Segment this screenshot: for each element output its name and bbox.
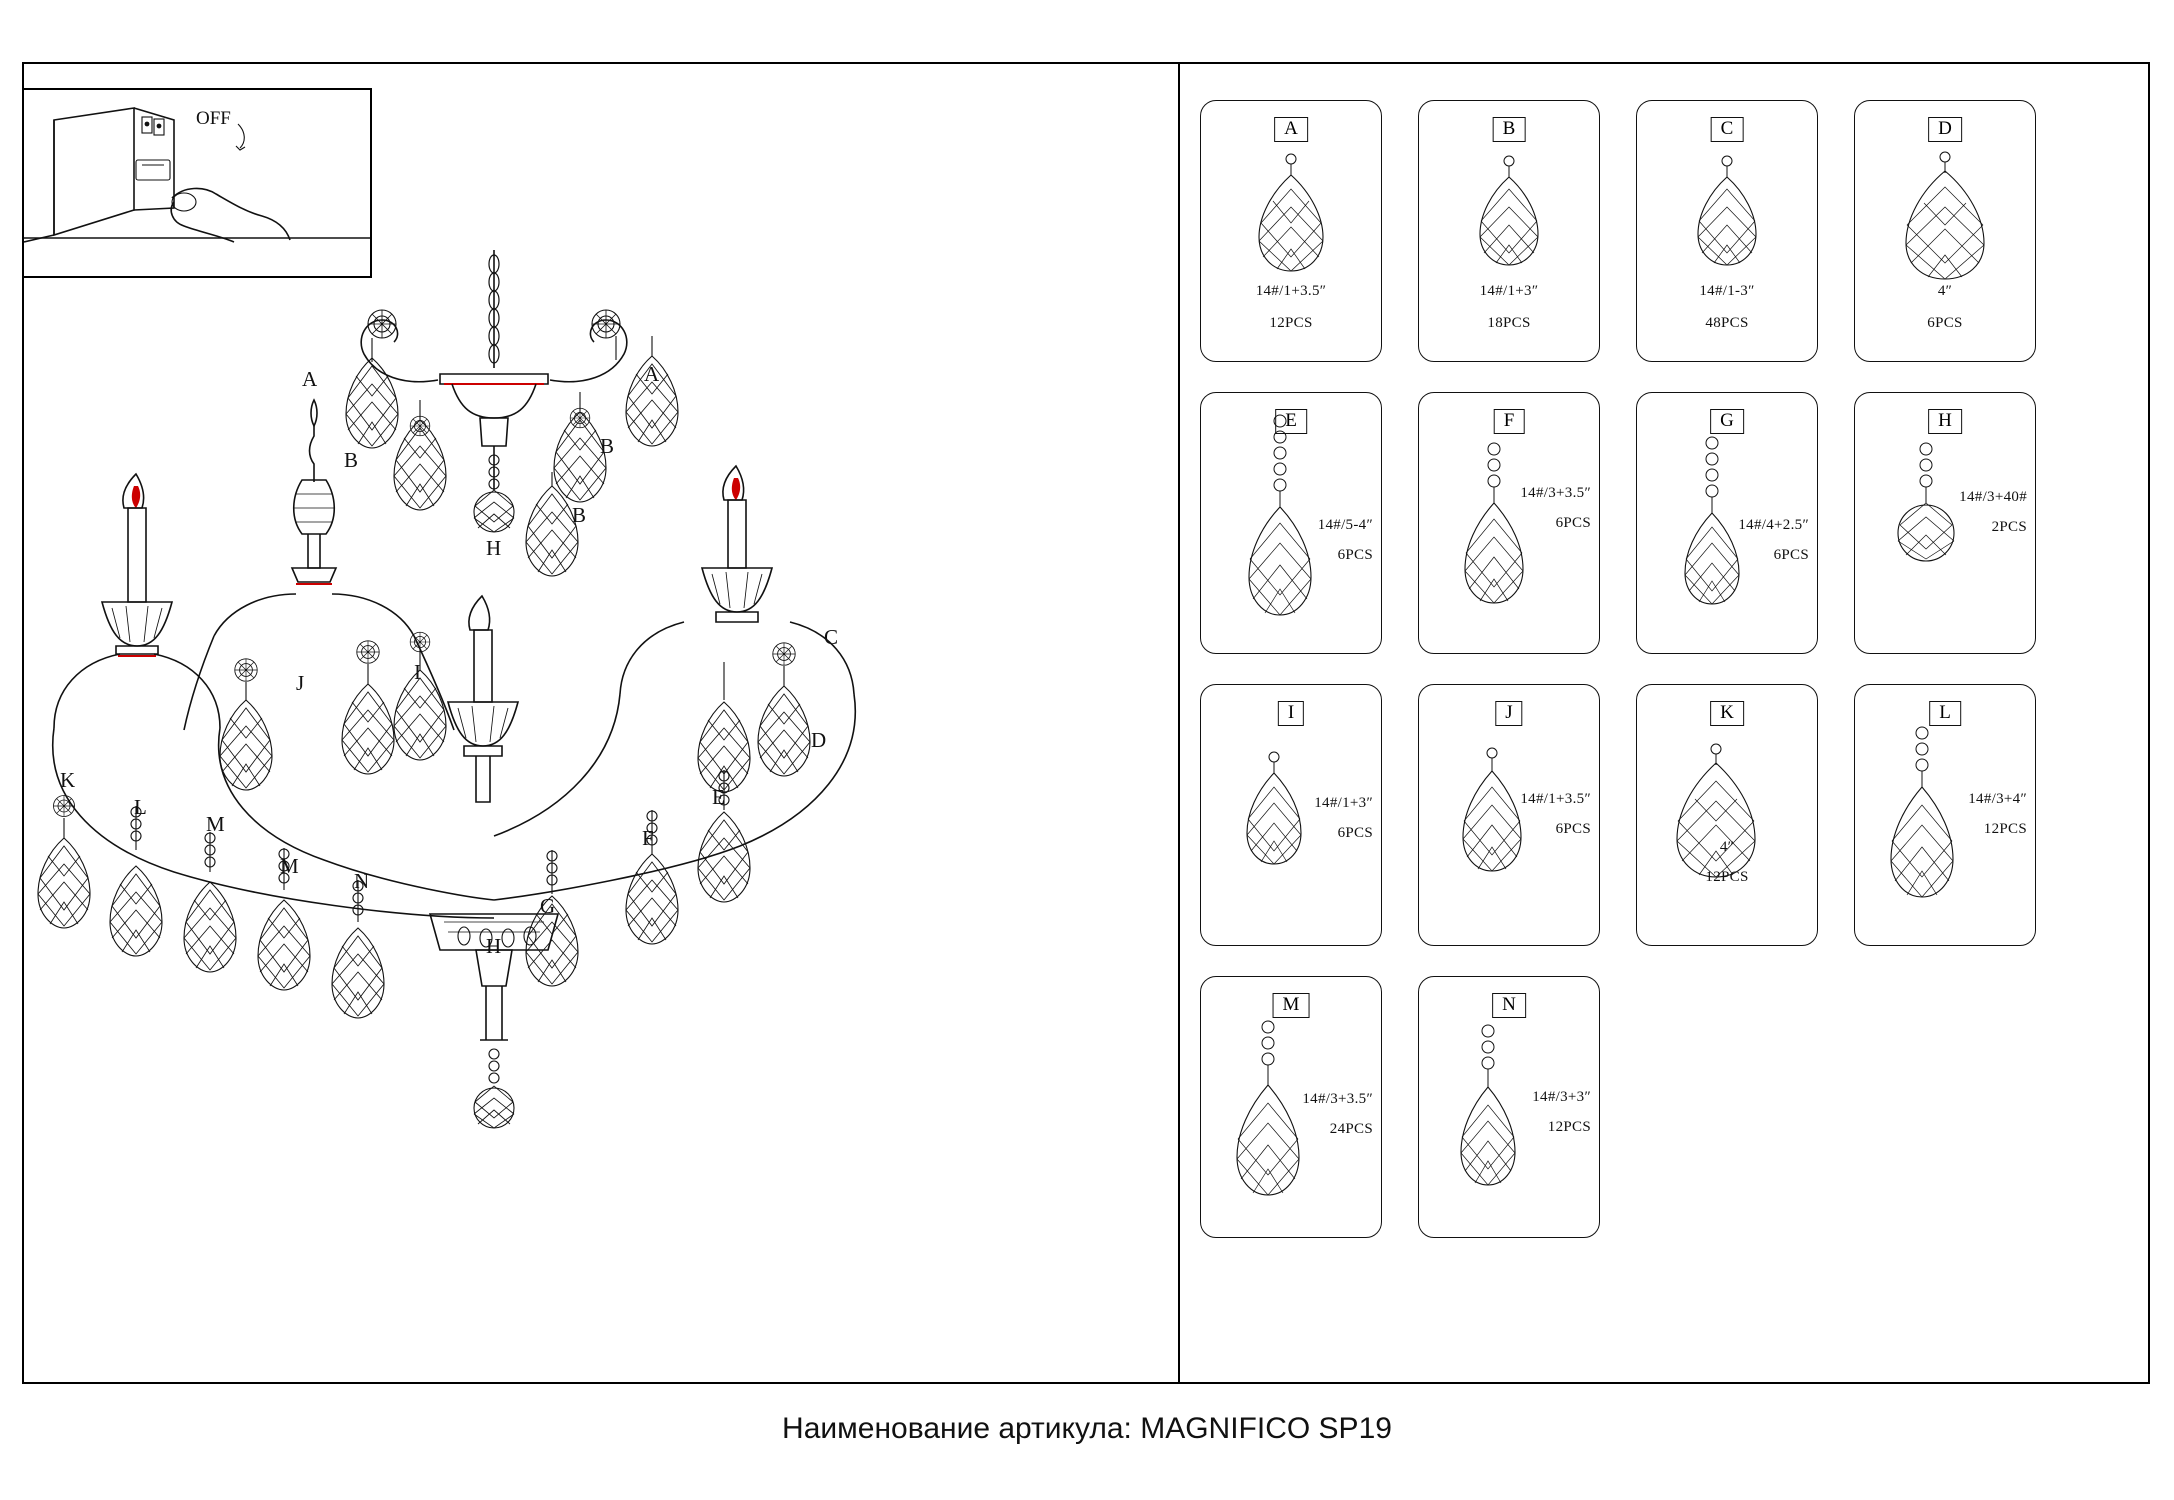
part-card-h[interactable] — [1854, 392, 2036, 654]
part-tag: E — [1275, 409, 1307, 434]
part-card-c[interactable] — [1636, 100, 1818, 362]
chandelier-label: L — [134, 795, 147, 819]
crystal-drop-icon — [1447, 741, 1537, 907]
part-qty: 2PCS — [1991, 519, 2027, 535]
chandelier-label: N — [354, 869, 370, 893]
chandelier-label: C — [824, 625, 839, 649]
part-tag: C — [1711, 117, 1744, 142]
part-tag: D — [1928, 117, 1962, 142]
part-card-e[interactable] — [1200, 392, 1382, 654]
part-qty: 12PCS — [1705, 869, 1749, 885]
part-card-j[interactable] — [1418, 684, 1600, 946]
part-spec: 14#/1-3″ — [1699, 283, 1755, 299]
part-spec: 14#/3+3″ — [1532, 1089, 1591, 1105]
chandelier-label: J — [296, 671, 305, 695]
switch-off-label: OFF — [196, 108, 231, 129]
part-tag: J — [1495, 701, 1522, 726]
part-tag: G — [1710, 409, 1744, 434]
chandelier-label: M — [206, 812, 225, 836]
part-card-d[interactable] — [1854, 100, 2036, 362]
part-card-f[interactable] — [1418, 392, 1600, 654]
chandelier-label: A — [302, 367, 318, 391]
part-tag: H — [1928, 409, 1962, 434]
part-qty: 12PCS — [1269, 315, 1313, 331]
part-card-m[interactable] — [1200, 976, 1382, 1238]
part-spec: 4″ — [1937, 283, 1953, 299]
part-spec: 14#/4+2.5″ — [1738, 517, 1809, 533]
part-tag: N — [1492, 993, 1526, 1018]
part-card-g[interactable] — [1636, 392, 1818, 654]
part-tag: M — [1273, 993, 1310, 1018]
article-name-caption: Наименование артикула: MAGNIFICO SP19 — [782, 1412, 1392, 1445]
crystal-drop-icon — [1672, 149, 1782, 269]
part-qty: 6PCS — [1555, 821, 1591, 837]
chandelier-label: F — [642, 826, 654, 850]
chandelier-label: B — [344, 448, 359, 472]
part-card-k[interactable] — [1636, 684, 1818, 946]
chandelier-label: I — [414, 660, 421, 684]
part-card-l[interactable] — [1854, 684, 2036, 946]
part-spec: 14#/3+3.5″ — [1302, 1091, 1373, 1107]
crystal-chain-ball-icon — [1881, 437, 1971, 597]
part-spec: 4″ — [1719, 839, 1735, 855]
parts-legend-grid — [1200, 100, 2130, 1350]
chandelier-label: K — [60, 768, 76, 792]
part-spec: 14#/3+4″ — [1968, 791, 2027, 807]
crystal-chain-drop-icon — [1877, 721, 1967, 931]
part-spec: 14#/5-4″ — [1317, 517, 1373, 533]
part-qty: 6PCS — [1773, 547, 1809, 563]
chandelier-label: H — [486, 536, 502, 560]
chandelier-label: M — [280, 854, 299, 878]
part-qty: 6PCS — [1927, 315, 1963, 331]
part-card-n[interactable] — [1418, 976, 1600, 1238]
chandelier-area — [24, 250, 1174, 1360]
part-tag: I — [1278, 701, 1304, 726]
part-card-a[interactable] — [1200, 100, 1382, 362]
part-qty: 18PCS — [1487, 315, 1531, 331]
chandelier-label: A — [644, 362, 660, 386]
crystal-chain-drop-icon — [1443, 1019, 1533, 1219]
part-qty: 12PCS — [1983, 821, 2027, 837]
crystal-drop-icon — [1880, 145, 2010, 281]
part-spec: 14#/1+3.5″ — [1520, 791, 1591, 807]
chandelier-assembly-diagram — [24, 250, 1174, 1360]
crystal-drop-icon — [1231, 145, 1351, 275]
part-qty: 48PCS — [1705, 315, 1749, 331]
crystal-chain-drop-icon — [1235, 407, 1325, 643]
part-qty: 6PCS — [1555, 515, 1591, 531]
chandelier-label: B — [600, 434, 615, 458]
crystal-drop-icon — [1229, 745, 1319, 905]
crystal-chain-drop-icon — [1223, 1015, 1313, 1227]
crystal-chain-drop-icon — [1667, 431, 1757, 641]
chandelier-label: G — [540, 894, 556, 918]
part-spec: 14#/1+3″ — [1314, 795, 1373, 811]
crystal-drop-icon — [1454, 149, 1564, 269]
part-qty: 6PCS — [1337, 547, 1373, 563]
chandelier-label: E — [712, 785, 725, 809]
part-qty: 24PCS — [1329, 1121, 1373, 1137]
part-tag: A — [1274, 117, 1308, 142]
part-spec: 14#/1+3.5″ — [1255, 283, 1327, 299]
switch-off-illustration — [24, 90, 370, 276]
crystal-chain-drop-icon — [1449, 437, 1539, 637]
part-spec: 14#/3+40# — [1959, 489, 2027, 505]
part-card-b[interactable] — [1418, 100, 1600, 362]
part-tag: F — [1494, 409, 1525, 434]
chandelier-label: D — [811, 728, 827, 752]
part-qty: 6PCS — [1337, 825, 1373, 841]
part-card-i[interactable] — [1200, 684, 1382, 946]
part-tag: B — [1493, 117, 1526, 142]
chandelier-label: B — [572, 503, 587, 527]
part-tag: K — [1710, 701, 1744, 726]
part-spec: 14#/3+3.5″ — [1520, 485, 1591, 501]
part-qty: 12PCS — [1547, 1119, 1591, 1135]
part-spec: 14#/1+3″ — [1479, 283, 1539, 299]
part-tag: L — [1929, 701, 1961, 726]
chandelier-label: H — [486, 934, 502, 958]
panel-divider — [1178, 62, 1180, 1384]
